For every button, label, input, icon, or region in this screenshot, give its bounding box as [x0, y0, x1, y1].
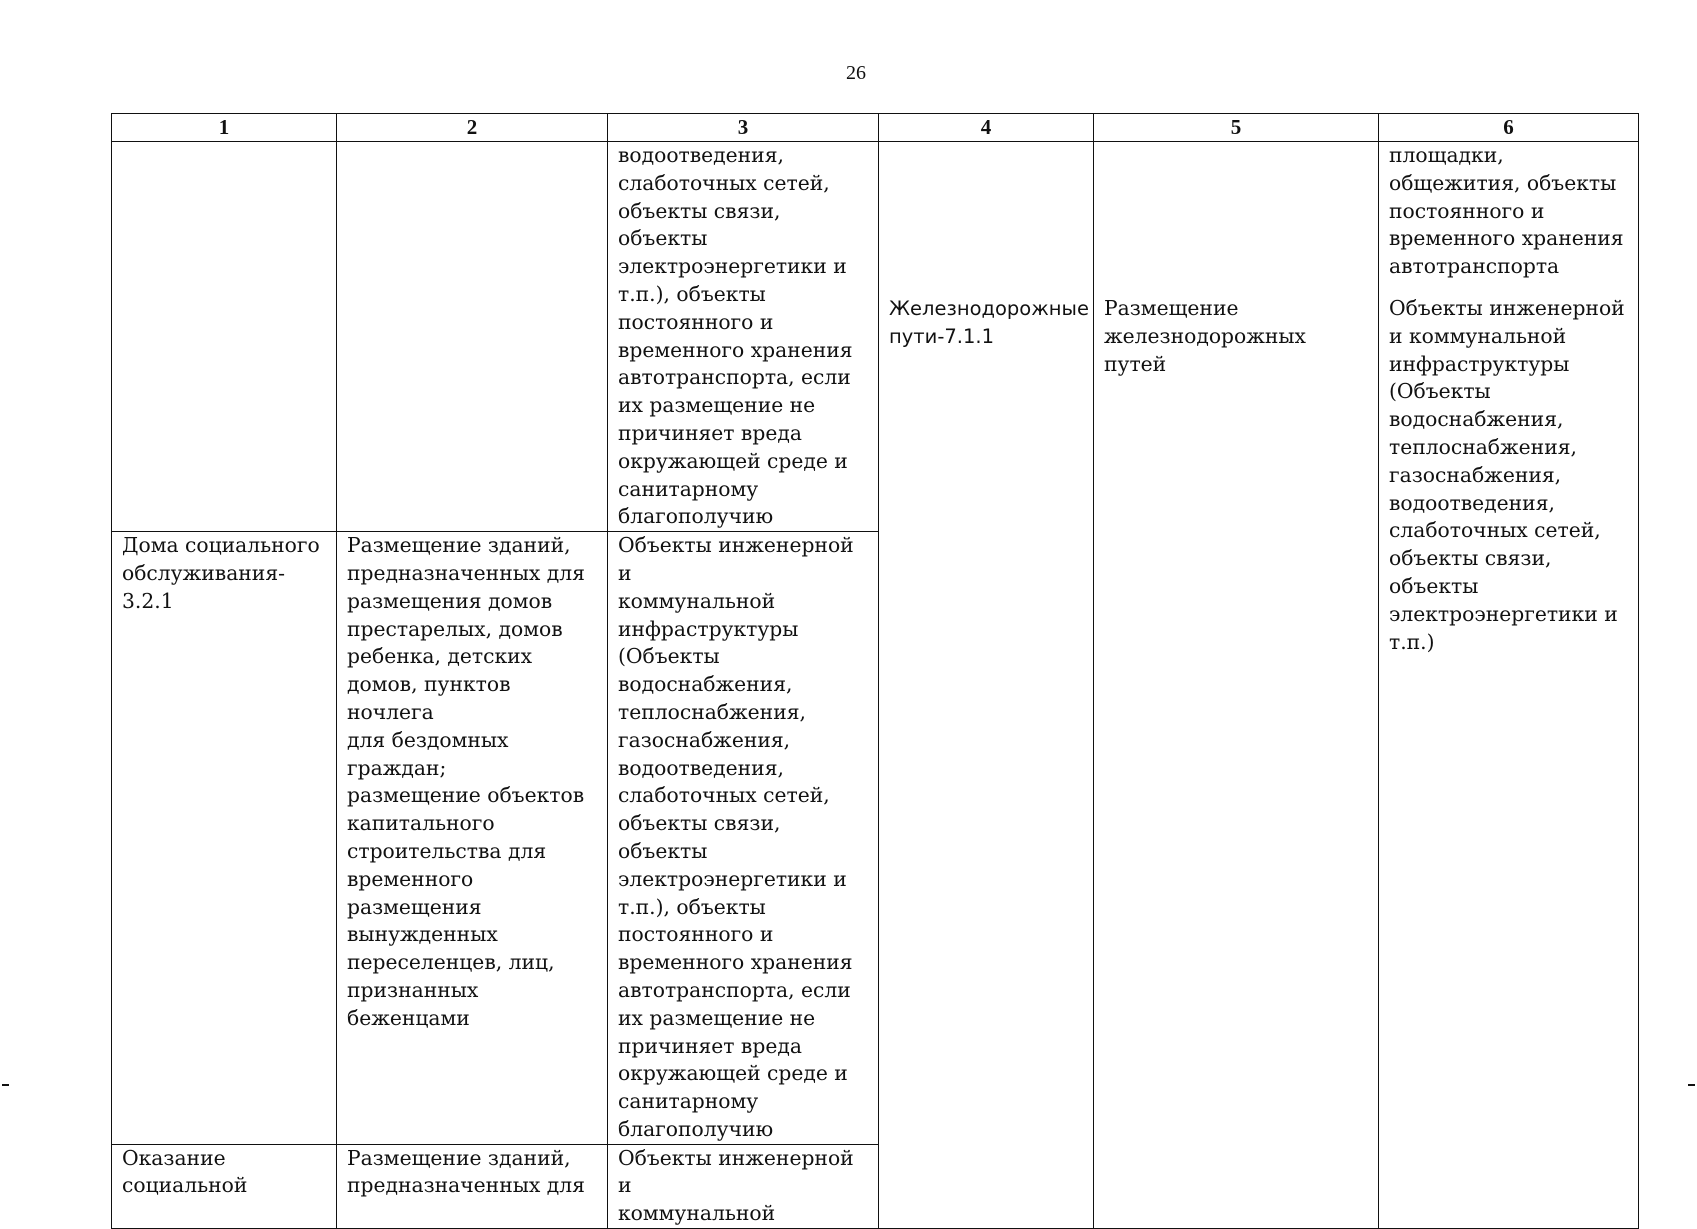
row1-col4-text: Железнодорожные пути-7.1.1: [889, 297, 1089, 348]
column-header-6: 6: [1379, 114, 1639, 142]
row3-col3-cell: [608, 1144, 879, 1228]
table-row: [112, 142, 1639, 532]
row1-col6-cell: [1379, 142, 1639, 1229]
right-edge-mark: [1688, 1084, 1695, 1086]
column-header-3: 3: [608, 114, 879, 142]
row3-col2-text: Размещение зданий, предназначенных для: [347, 1145, 585, 1198]
row1-col2-cell: [337, 142, 608, 532]
column-header-2: 2: [337, 114, 608, 142]
row3-col2-cell: [337, 1144, 608, 1228]
row2-col3-cell: [608, 532, 879, 1145]
row1-col6-text-part1: площадки, общежития, объекты постоянного и временного хранения автотранспорта: [1389, 143, 1624, 279]
row3-col1-text: Оказание социальной: [122, 1145, 248, 1198]
row2-col3-text: Объекты инженерной и коммунальной инфраструктуры (Объекты водоснабжения, теплоснабжения, газоснабжения, водоотведения, слаботочных сетей, объекты связи, объекты электроэнергетики и т.п.), объекты постоянного и временного хранения автотранспорта, если их размещение не причиняет вреда окружающей среде и санитарному благополучию: [618, 533, 854, 1141]
row1-col1-cell: [112, 142, 337, 532]
row1-col3-cell: [608, 142, 879, 532]
col4-top-spacer: [889, 142, 1085, 295]
row3-col1-cell: [112, 1144, 337, 1228]
row2-col1-cell: [112, 532, 337, 1145]
col6-gap: [1389, 281, 1630, 295]
row2-col2-cell: [337, 532, 608, 1145]
row2-col1-text: Дома социального обслуживания- 3.2.1: [122, 533, 320, 613]
row1-col5-cell: [1094, 142, 1379, 1229]
row1-col4-cell: [879, 142, 1094, 1229]
row2-col2-text: Размещение зданий, предназначенных для размещения домов престарелых, домов ребенка, детских домов, пунктов ночлега для бездомных граждан; размещение объектов капитального строительства для временного размещения вынужденных переселенцев, лиц, признанных беженцами: [347, 533, 585, 1030]
land-use-table: [111, 113, 1639, 1229]
column-header-5: 5: [1094, 114, 1379, 142]
column-header-4: 4: [879, 114, 1094, 142]
column-header-1: 1: [112, 114, 337, 142]
table-header-row: [112, 114, 1639, 142]
row1-col5-text: Размещение железнодорожных путей: [1104, 296, 1306, 376]
col5-top-spacer: [1104, 142, 1370, 295]
row3-col3-text: Объекты инженерной и коммунальной: [618, 1145, 854, 1226]
row1-col6-text-part2: Объекты инженерной и коммунальной инфраструктуры (Объекты водоснабжения, теплоснабжения, газоснабжения, водоотведения, слаботочных сетей, объекты связи, объекты электроэнергетики и т.п.): [1389, 295, 1625, 654]
page-number: 26: [846, 62, 866, 84]
row1-col3-text: водоотведения, слаботочных сетей, объекты связи, объекты электроэнергетики и т.п.), объекты постоянного и временного хранения автотранспорта, если их размещение не причиняет вреда окружающей среде и санитарному благополучию: [618, 143, 853, 529]
left-edge-mark: [2, 1084, 9, 1086]
